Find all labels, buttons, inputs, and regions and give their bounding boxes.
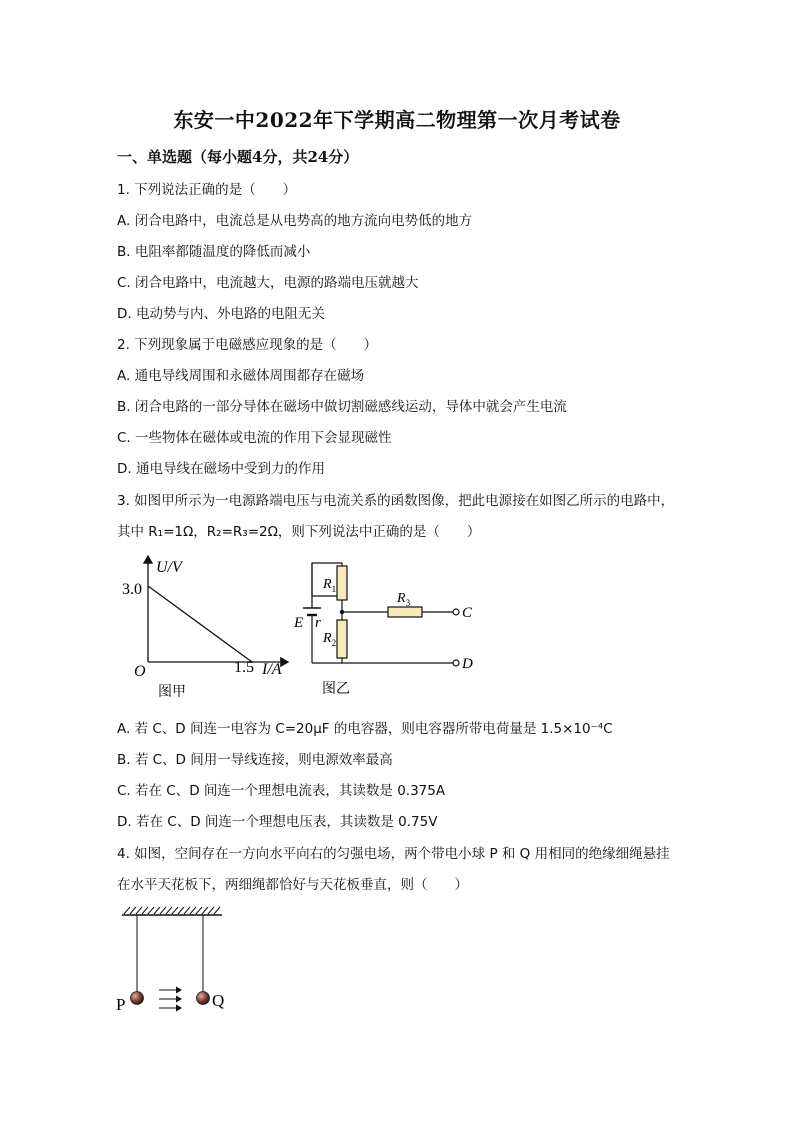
q2-option-b: B. 闭合电路的一部分导体在磁场中做切割磁感线运动，导体中就会产生电流 — [117, 399, 567, 415]
exam-title: 东安一中2022年下学期高二物理第一次月考试卷 — [173, 108, 621, 132]
q2-option-c: C. 一些物体在磁体或电流的作用下会显现磁性 — [117, 430, 392, 446]
q1-option-c: C. 闭合电路中，电流越大，电源的路端电压就越大 — [117, 275, 419, 291]
q1-stem: 1. 下列说法正确的是（ ） — [117, 182, 297, 198]
q3-stem-line2: 其中 R₁=1Ω，R₂=R₃=2Ω，则下列说法中正确的是（ ） — [117, 524, 481, 540]
q2-option-d: D. 通电导线在磁场中受到力的作用 — [117, 461, 325, 477]
label-q: Q — [212, 991, 225, 1010]
terminal-c — [453, 609, 459, 615]
section-heading: 一、单选题（每小题4分，共24分） — [117, 148, 359, 166]
label-p: P — [116, 995, 126, 1014]
figure-yi-caption: 图乙 — [322, 682, 350, 697]
label-r1: $R_1$ — [323, 577, 337, 594]
q2-option-a: A. 通电导线周围和永磁体周围都存在磁场 — [117, 368, 365, 384]
figure-q4-pendulums — [110, 902, 240, 1017]
y-axis-label: U/V — [156, 559, 182, 576]
q4-stem-line2: 在水平天花板下，两细绳都恰好与天花板垂直，则（ ） — [117, 877, 468, 893]
q1-option-a: A. 闭合电路中，电流总是从电势高的地方流向电势低的地方 — [117, 213, 473, 229]
origin-label: O — [134, 663, 146, 680]
q2-stem: 2. 下列现象属于电磁感应现象的是（ ） — [117, 337, 378, 353]
junction-dot — [340, 610, 344, 614]
q1-option-d: D. 电动势与内、外电路的电阻无关 — [117, 306, 325, 322]
q4-stem-line1: 4. 如图，空间存在一方向水平向右的匀强电场，两个带电小球 P 和 Q 用相同的绝缘细绳悬挂 — [117, 846, 670, 862]
label-r3: $R_3$ — [397, 591, 411, 608]
q1-option-b: B. 电阻率都随温度的降低而减小 — [117, 244, 311, 260]
label-c: C — [462, 605, 473, 621]
ceiling-hatching — [124, 907, 220, 914]
terminal-d — [453, 660, 459, 666]
q3-option-b: B. 若 C、D 间用一导线连接，则电源效率最高 — [117, 752, 393, 768]
ball-p — [131, 992, 144, 1005]
x-tick-label: 1.5 — [234, 659, 254, 676]
x-axis-label: I/A — [262, 661, 282, 678]
label-d: D — [462, 656, 473, 672]
q3-option-c: C. 若在 C、D 间连一个理想电流表，其读数是 0.375A — [117, 783, 446, 799]
figure-jia-caption: 图甲 — [158, 685, 186, 700]
q3-stem-line1: 3. 如图甲所示为一电源路端电压与电流关系的函数图像，把此电源接在如图乙所示的电路中， — [117, 493, 675, 509]
y-tick-label: 3.0 — [122, 581, 142, 598]
resistor-r1 — [337, 566, 347, 600]
figure-jia-ui-graph — [110, 552, 300, 702]
ui-line — [148, 586, 252, 662]
resistor-r3 — [388, 607, 422, 617]
q3-option-a: A. 若 C、D 间连一电容为 C=20μF 的电容器，则电容器所带电荷量是 1.5×10⁻⁴C — [117, 721, 613, 737]
ball-q — [197, 992, 210, 1005]
label-r2: $R_2$ — [323, 631, 337, 648]
figure-yi-circuit — [290, 552, 490, 702]
label-r: r — [315, 615, 321, 631]
electric-field-arrows — [159, 990, 181, 1008]
label-e: E — [294, 615, 304, 631]
resistor-r2 — [337, 620, 347, 658]
q3-option-d: D. 若在 C、D 间连一个理想电压表，其读数是 0.75V — [117, 814, 438, 830]
